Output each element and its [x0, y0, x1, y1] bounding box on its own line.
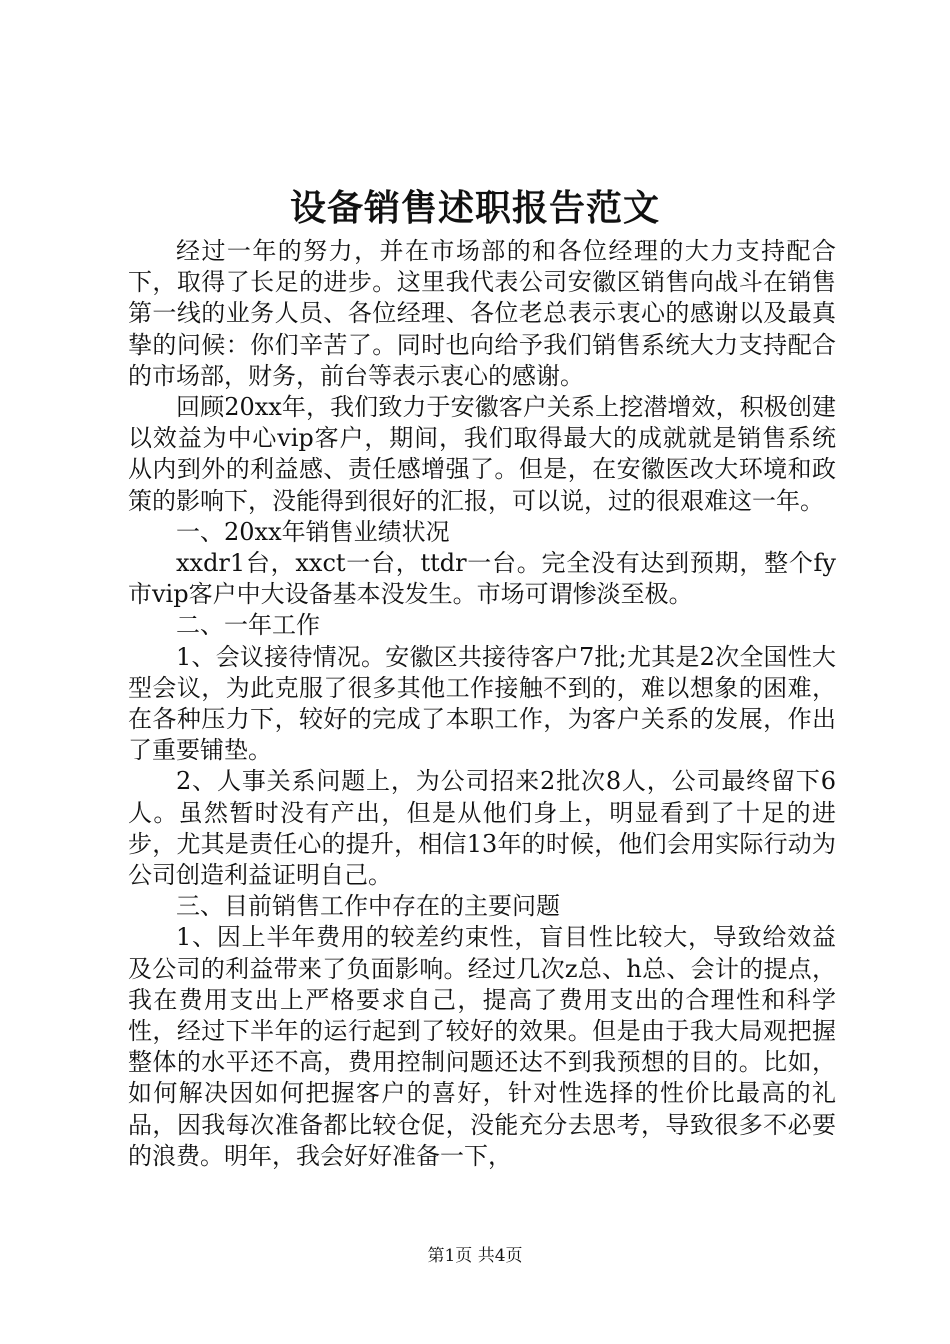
document-title: 设备销售述职报告范文: [289, 187, 660, 229]
paragraph-personnel: 2、人事关系问题上，为公司招来2批次8人，公司最终留下6人。虽然暂时没有产出，但是从他们身上，明显看到了十足的进步，尤其是责任心的提升，相信13年的时候，他们会用实际行动为公司创造利益证明自己。: [128, 767, 836, 890]
heading-sales-performance: 一、20xx年销售业绩状况: [176, 517, 450, 546]
heading-main-problems: 三、目前销售工作中存在的主要问题: [176, 892, 560, 921]
paragraph-meeting-reception: 1、会议接待情况。安徽区共接待客户7批;尤其是2次全国性大型会议，为此克服了很多其他工作接触不到的，难以想象的困难，在各种压力下，较好的完成了本职工作，为客户关系的发展，作出了重要铺垫。: [128, 642, 836, 765]
paragraph-sales-results: xxdr1台，xxct一台，ttdr一台。完全没有达到预期，整个fy市vip客户中大设备基本没发生。市场可谓惨淡至极。: [128, 549, 836, 609]
heading-year-work: 二、一年工作: [176, 611, 320, 640]
paragraph-expense-problem: 1、因上半年费用的较差约束性，盲目性比较大，导致给效益及公司的利益带来了负面影响。经过几次z总、h总、会计的提点，我在费用支出上严格要求自己，提高了费用支出的合理性和科学性，经过下半年的运行起到了较好的效果。但是由于我大局观把握整体的水平还不高，费用控制问题还达不到我预想的目的。比如，如何解决因如何把握客户的喜好，针对性选择的性价比最高的礼品，因我每次准备都比较仓促，没能充分去思考，导致很多不必要的浪费。明年，我会好好准备一下，: [128, 923, 836, 1170]
document-body: [128, 236, 836, 1172]
paragraph-review: 回顾20xx年，我们致力于安徽客户关系上挖潜增效，积极创建以效益为中心vip客户，期间，我们取得最大的成就就是销售系统从内到外的利益感、责任感增强了。但是，在安徽医改大环境和政策的影响下，没能得到很好的汇报，可以说，过的很艰难这一年。: [128, 393, 836, 515]
paragraph-intro: 经过一年的努力，并在市场部的和各位经理的大力支持配合下，取得了长足的进步。这里我代表公司安徽区销售向战斗在销售第一线的业务人员、各位经理、各位老总表示衷心的感谢以及最真挚的问候：你们辛苦了。同时也向给予我们销售系统大力支持配合的市场部，财务，前台等表示衷心的感谢。: [128, 237, 836, 390]
page-number-footer: 第1页 共4页: [427, 1246, 523, 1266]
